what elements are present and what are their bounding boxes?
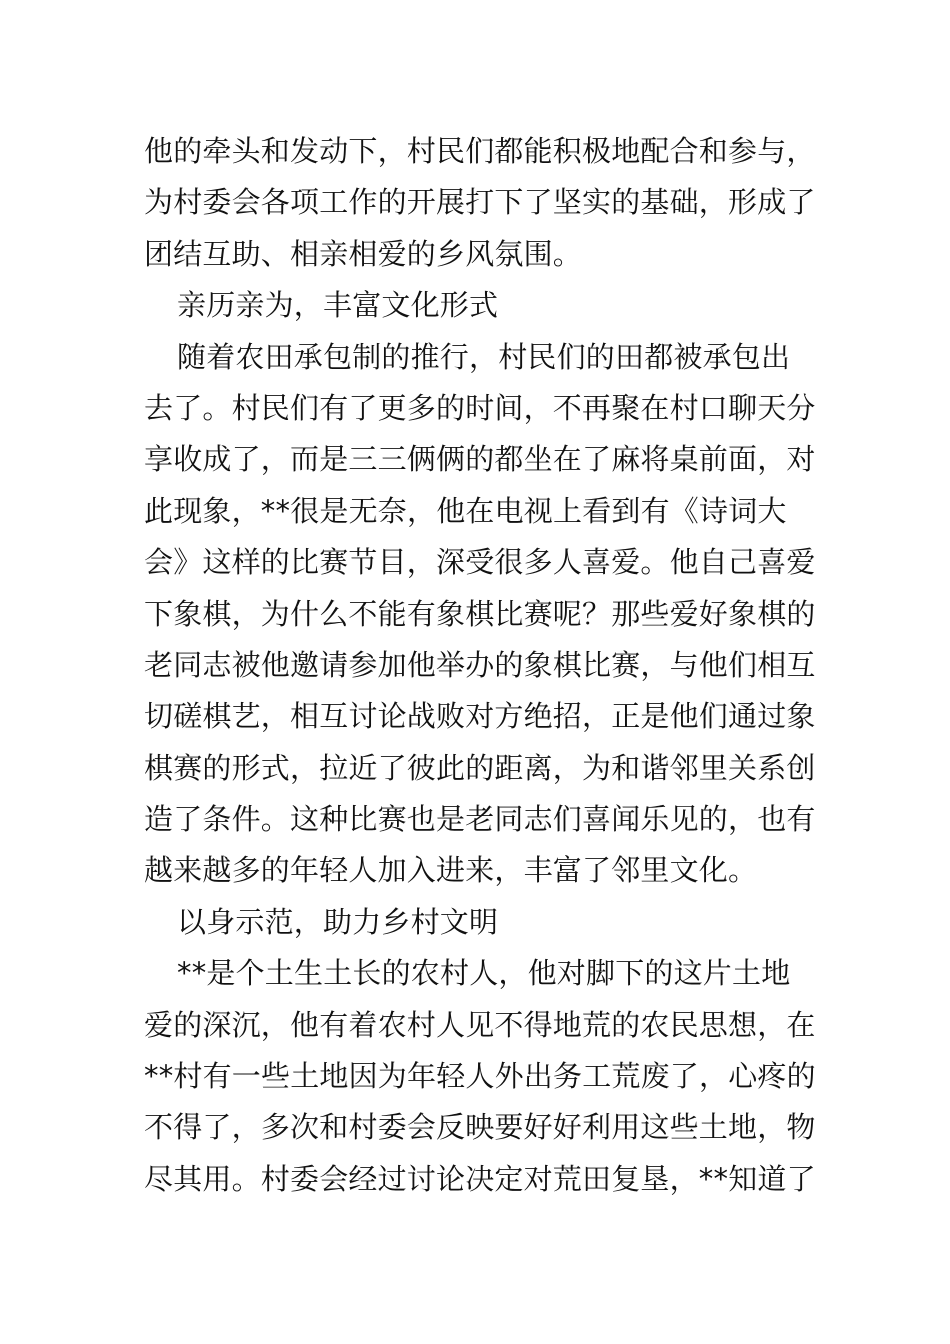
body-text-line: 去了。村民们有了更多的时间，不再聚在村口聊天分 <box>144 390 816 425</box>
body-text-line: **是个土生土长的农村人，他对脚下的这片土地 <box>177 956 791 991</box>
body-text-line: 团结互助、相亲相爱的乡风氛围。 <box>144 236 583 271</box>
body-text-line: 他的牵头和发动下，村民们都能积极地配合和参与， <box>144 134 816 168</box>
body-text-line: 为村委会各项工作的开展打下了坚实的基础，形成了 <box>144 185 816 220</box>
body-text-line: 切磋棋艺，相互讨论战败对方绝招，正是他们通过象 <box>144 699 816 734</box>
body-text-line: 越来越多的年轻人加入进来，丰富了邻里文化。 <box>144 853 758 888</box>
body-text-line: 尽其用。村委会经过讨论决定对荒田复垦，**知道了 <box>144 1161 816 1196</box>
body-text-line: 此现象，**很是无奈，他在电视上看到有《诗词大 <box>144 493 787 528</box>
body-text-line: 造了条件。这种比赛也是老同志们喜闻乐见的，也有 <box>144 802 816 837</box>
body-text-line: 下象棋，为什么不能有象棋比赛呢？那些爱好象棋的 <box>144 596 816 631</box>
body-text-line: 老同志被他邀请参加他举办的象棋比赛，与他们相互 <box>144 647 816 682</box>
body-text-line: 随着农田承包制的推行，村民们的田都被承包出 <box>177 339 791 374</box>
document-body <box>144 126 816 1205</box>
body-text-line: 棋赛的形式，拉近了彼此的距离，为和谐邻里关系创 <box>144 750 816 785</box>
section-heading: 以身示范，助力乡村文明 <box>177 904 499 939</box>
body-text-line: 会》这样的比赛节目，深受很多人喜爱。他自己喜爱 <box>144 545 816 580</box>
body-text-line: 爱的深沉，他有着农村人见不得地荒的农民思想，在 <box>144 1007 816 1042</box>
body-text-line: 不得了，多次和村委会反映要好好利用这些土地，物 <box>144 1110 816 1145</box>
body-text-line: 享收成了，而是三三俩俩的都坐在了麻将桌前面，对 <box>144 442 816 477</box>
section-heading: 亲历亲为，丰富文化形式 <box>177 288 499 323</box>
body-text-line: **村有一些土地因为年轻人外出务工荒废了，心疼的 <box>144 1059 816 1094</box>
